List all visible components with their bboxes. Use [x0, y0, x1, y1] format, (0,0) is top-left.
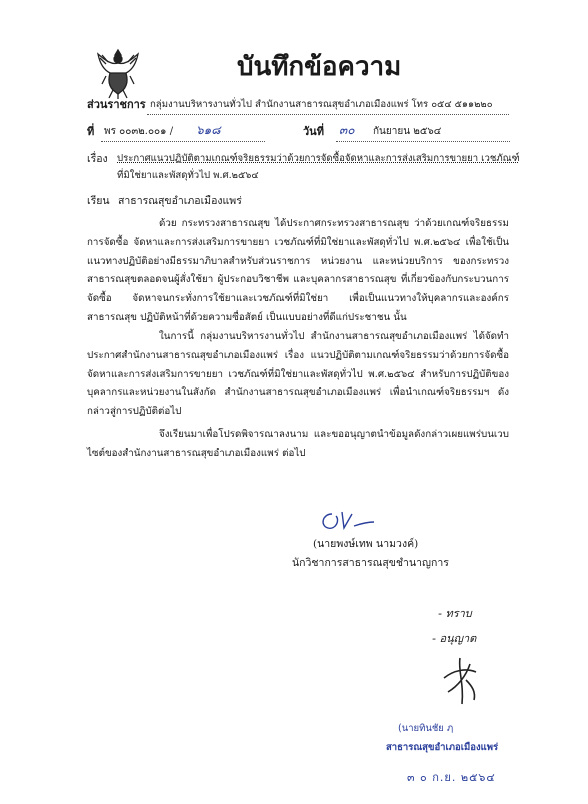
- body-paragraph-2: ในการนี้ กลุ่มงานบริหารงานทั่วไป สำนักงานสาธารณสุขอำเภอเมืองแพร่ ได้จัดทำประกาศสำนักงานสาธารณสุขอำเภอเมืองแพร่ เรื่อง แนวปฏิบัติตามเกณฑ์จริยธรรมว่าด้วยการจัดซื้อจัดหาและการส่งเสริมการขายยา เวชภัณฑ์ที่มิใช่ยาและพัสดุทั่วไป พ.ศ.๒๕๖๔ สำหรับการปฏิบัติของบุคลากรและหน่วยงานในสังกัด สำนักงานสาธารณสุขอำเภอเมืองแพร่ เพื่อนำเกณฑ์จริยธรรมฯ ดังกล่าวสู่การปฏิบัติต่อไป: [87, 331, 509, 418]
- date-day: ๓๐: [339, 123, 355, 137]
- signature-2-icon: [436, 650, 492, 708]
- approver-name: (นายทินชัย ฦ: [398, 723, 454, 734]
- agency-value: กลุ่มงานบริหารงานทั่วไป สำนักงานสาธารณสุขอำเภอเมืองแพร่ โทร ๐๕๔ ๕๑๑๒๒๐: [150, 99, 493, 110]
- body-paragraph-1: ด้วย กระทรวงสาธารณสุข ได้ประกาศกระทรวงสาธารณสุข ว่าด้วยเกณฑ์จริยธรรมการจัดซื้อ จัดหาและการส่งเสริมการขายยา เวชภัณฑ์ที่มิใช่ยาและพัสดุทั่วไป พ.ศ.๒๕๖๔ เพื่อใช้เป็นแนวทางปฏิบัติอย่างมีธรรมาภิบาลสำหรับส่วนราชการ หน่วยงาน และหน่วยบริการ ของกระทรวงสาธารณสุขตลอดจนผู้สั่งใช้ยา ผู้ประกอบวิชาชีพ และบุคลากรสาธารณสุข ที่เกี่ยวข้องกับกระบวนการจัดซื้อ จัดหาจนกระทั่งการใช้ยาและเวชภัณฑ์ที่มิใช่ยา เพื่อเป็นแนวทางให้บุคลากรและองค์กรสาธารณสุข ปฏิบัติหน้าที่ด้วยความซื่อสัตย์ เป็นแบบอย่างที่ดีแก่ประชาชน นั้น: [87, 218, 509, 323]
- agency-label: ส่วนราชการ: [87, 98, 146, 111]
- memo-title: บันทึกข้อความ: [237, 52, 402, 82]
- date-label: วันที่: [303, 125, 324, 138]
- approval-note-2: - อนุญาต: [432, 632, 477, 645]
- date-underline: [336, 141, 510, 142]
- ref-value: พร ๐๐๓๒.๐๐๑ /: [104, 126, 174, 137]
- subject-label: เรื่อง: [87, 153, 108, 165]
- signature-1-icon: [318, 508, 376, 534]
- signer1-name: (นายพงษ์เทพ นามวงค์): [313, 538, 419, 550]
- agency-underline: [147, 114, 509, 115]
- approval-note-1: - ทราบ: [438, 607, 472, 620]
- body-paragraph-3: จึงเรียนมาเพื่อโปรดพิจารณาลงนาม และขออนุญาตนำข้อมูลดังกล่าวเผยแพร่บนเวบไซต์ของสำนักงานสาธารณสุขอำเภอเมืองแพร่ ต่อไป: [87, 429, 509, 459]
- approval-date-stamp: ๓ ๐ ก.ย. ๒๕๖๔: [407, 771, 496, 784]
- signer1-position: นักวิชาการสาธารณสุขชำนาญการ: [292, 557, 449, 569]
- date-rest: กันยายน ๒๕๖๔: [373, 126, 442, 137]
- ref-number: ๖๑๘: [196, 123, 221, 137]
- to-label: เรียน: [87, 195, 110, 207]
- subject-line2: ที่มิใช่ยาและพัสดุทั่วไป พ.ศ.๒๕๖๔: [117, 170, 259, 181]
- to-value: สาธารณสุขอำเภอเมืองแพร่: [118, 195, 242, 207]
- ref-label: ที่: [87, 125, 95, 138]
- ref-underline: [101, 141, 265, 142]
- approver-title: สาธารณสุขอำเภอเมืองแพร่: [386, 742, 499, 753]
- garuda-emblem-icon: [92, 46, 144, 100]
- subject-line1: ประกาศแนวปฏิบัติตามเกณฑ์จริยธรรมว่าด้วยการจัดซื้อจัดหาและการส่งเสริมการขายยา เวชภัณฑ์: [117, 153, 520, 164]
